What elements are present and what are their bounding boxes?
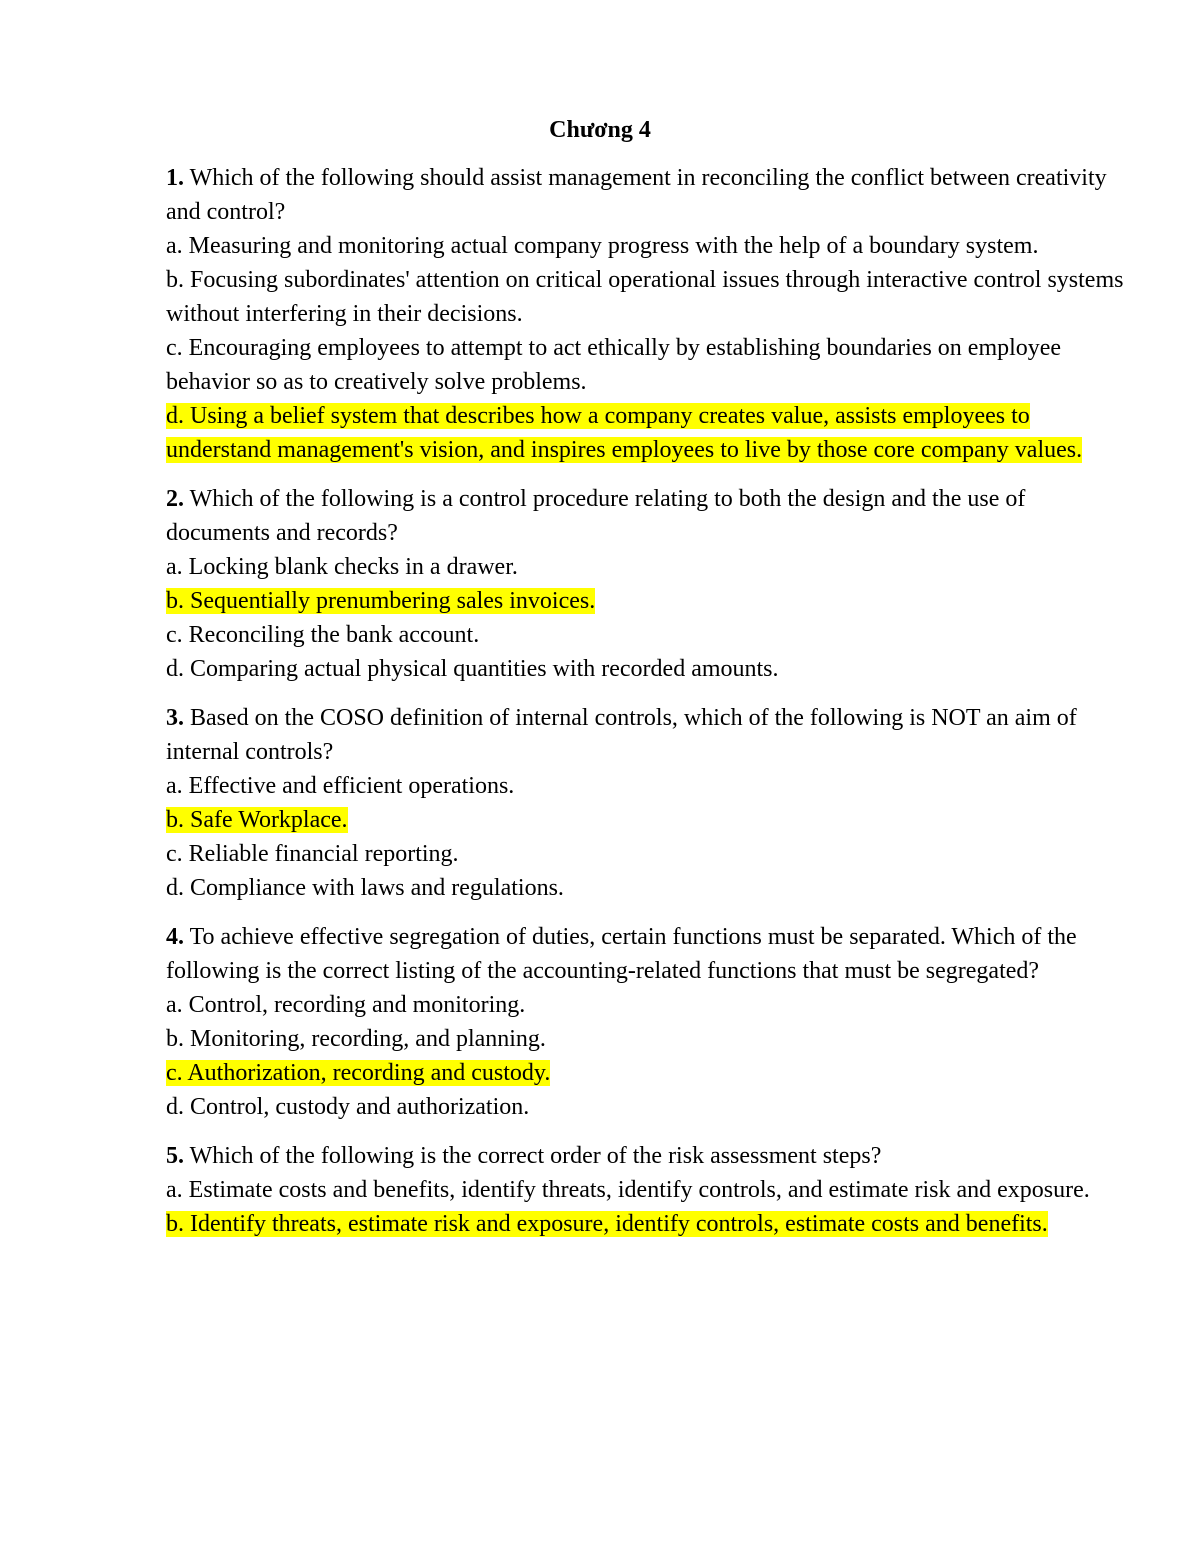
answer-option-c [166, 1056, 1126, 1090]
highlighted-answer: b. Sequentially prenumbering sales invoices. [166, 588, 596, 614]
question-number: 2. [166, 486, 184, 512]
page-title: Chương 4 [549, 117, 651, 143]
answer-option-b [166, 1022, 1126, 1056]
question-1 [166, 161, 1126, 467]
question-number: 5. [166, 1143, 184, 1169]
question-stem [166, 482, 1126, 550]
question-number: 4. [166, 924, 184, 950]
answer-option-a [166, 769, 1126, 803]
highlighted-answer: b. Safe Workplace. [166, 807, 348, 833]
option-text: d. Comparing actual physical quantities with recorded amounts. [166, 656, 779, 682]
answer-option-b [166, 584, 1126, 618]
option-text: c. Reliable financial reporting. [166, 841, 459, 867]
question-stem [166, 161, 1126, 229]
question-stem [166, 1139, 1126, 1173]
answer-option-b [166, 263, 1126, 331]
highlighted-answer: d. Using a belief system that describes how a company creates value, assists employees to understand management's vision, and inspires employees to live by those core company values. [166, 403, 1083, 463]
option-text: a. Locking blank checks in a drawer. [166, 554, 518, 580]
question-3 [166, 701, 1126, 905]
question-text: To achieve effective segregation of duties, certain functions must be separated. Which of the following is the correct listing of the accounting-related functions that must be segregated? [166, 924, 1077, 984]
answer-option-b [166, 1207, 1126, 1241]
question-stem [166, 701, 1126, 769]
option-text: d. Compliance with laws and regulations. [166, 875, 564, 901]
question-4 [166, 920, 1126, 1124]
question-2 [166, 482, 1126, 686]
answer-option-c [166, 837, 1126, 871]
answer-option-a [166, 550, 1126, 584]
answer-option-a [166, 988, 1126, 1022]
question-text: Which of the following should assist management in reconciling the conflict between creativity and control? [166, 165, 1107, 225]
answer-option-c [166, 331, 1126, 399]
option-text: a. Effective and efficient operations. [166, 773, 515, 799]
answer-option-d [166, 871, 1126, 905]
answer-option-a [166, 1173, 1126, 1207]
question-text: Which of the following is a control procedure relating to both the design and the use of documents and records? [166, 486, 1026, 546]
answer-option-d [166, 1090, 1126, 1124]
question-5 [166, 1139, 1126, 1241]
question-number: 3. [166, 705, 184, 731]
answer-option-c [166, 618, 1126, 652]
option-text: c. Encouraging employees to attempt to act ethically by establishing boundaries on employee behavior so as to creatively solve problems. [166, 335, 1062, 395]
question-text: Which of the following is the correct order of the risk assessment steps? [184, 1143, 882, 1169]
option-text: b. Monitoring, recording, and planning. [166, 1026, 546, 1052]
option-text: c. Reconciling the bank account. [166, 622, 480, 648]
question-list [166, 161, 1126, 1256]
option-text: a. Measuring and monitoring actual company progress with the help of a boundary system. [166, 233, 1039, 259]
question-stem [166, 920, 1126, 988]
answer-option-b [166, 803, 1126, 837]
highlighted-answer: b. Identify threats, estimate risk and exposure, identify controls, estimate costs and benefits. [166, 1211, 1048, 1237]
option-text: d. Control, custody and authorization. [166, 1094, 530, 1120]
option-text: b. Focusing subordinates' attention on critical operational issues through interactive control systems without interfering in their decisions. [166, 267, 1124, 327]
answer-option-d [166, 652, 1126, 686]
answer-option-a [166, 229, 1126, 263]
highlighted-answer: c. Authorization, recording and custody. [166, 1060, 551, 1086]
option-text: a. Control, recording and monitoring. [166, 992, 526, 1018]
option-text: a. Estimate costs and benefits, identify threats, identify controls, and estimate risk and exposure. [166, 1177, 1090, 1203]
answer-option-d [166, 399, 1126, 467]
question-number: 1. [166, 165, 184, 191]
question-text: Based on the COSO definition of internal controls, which of the following is NOT an aim of internal controls? [166, 705, 1077, 765]
